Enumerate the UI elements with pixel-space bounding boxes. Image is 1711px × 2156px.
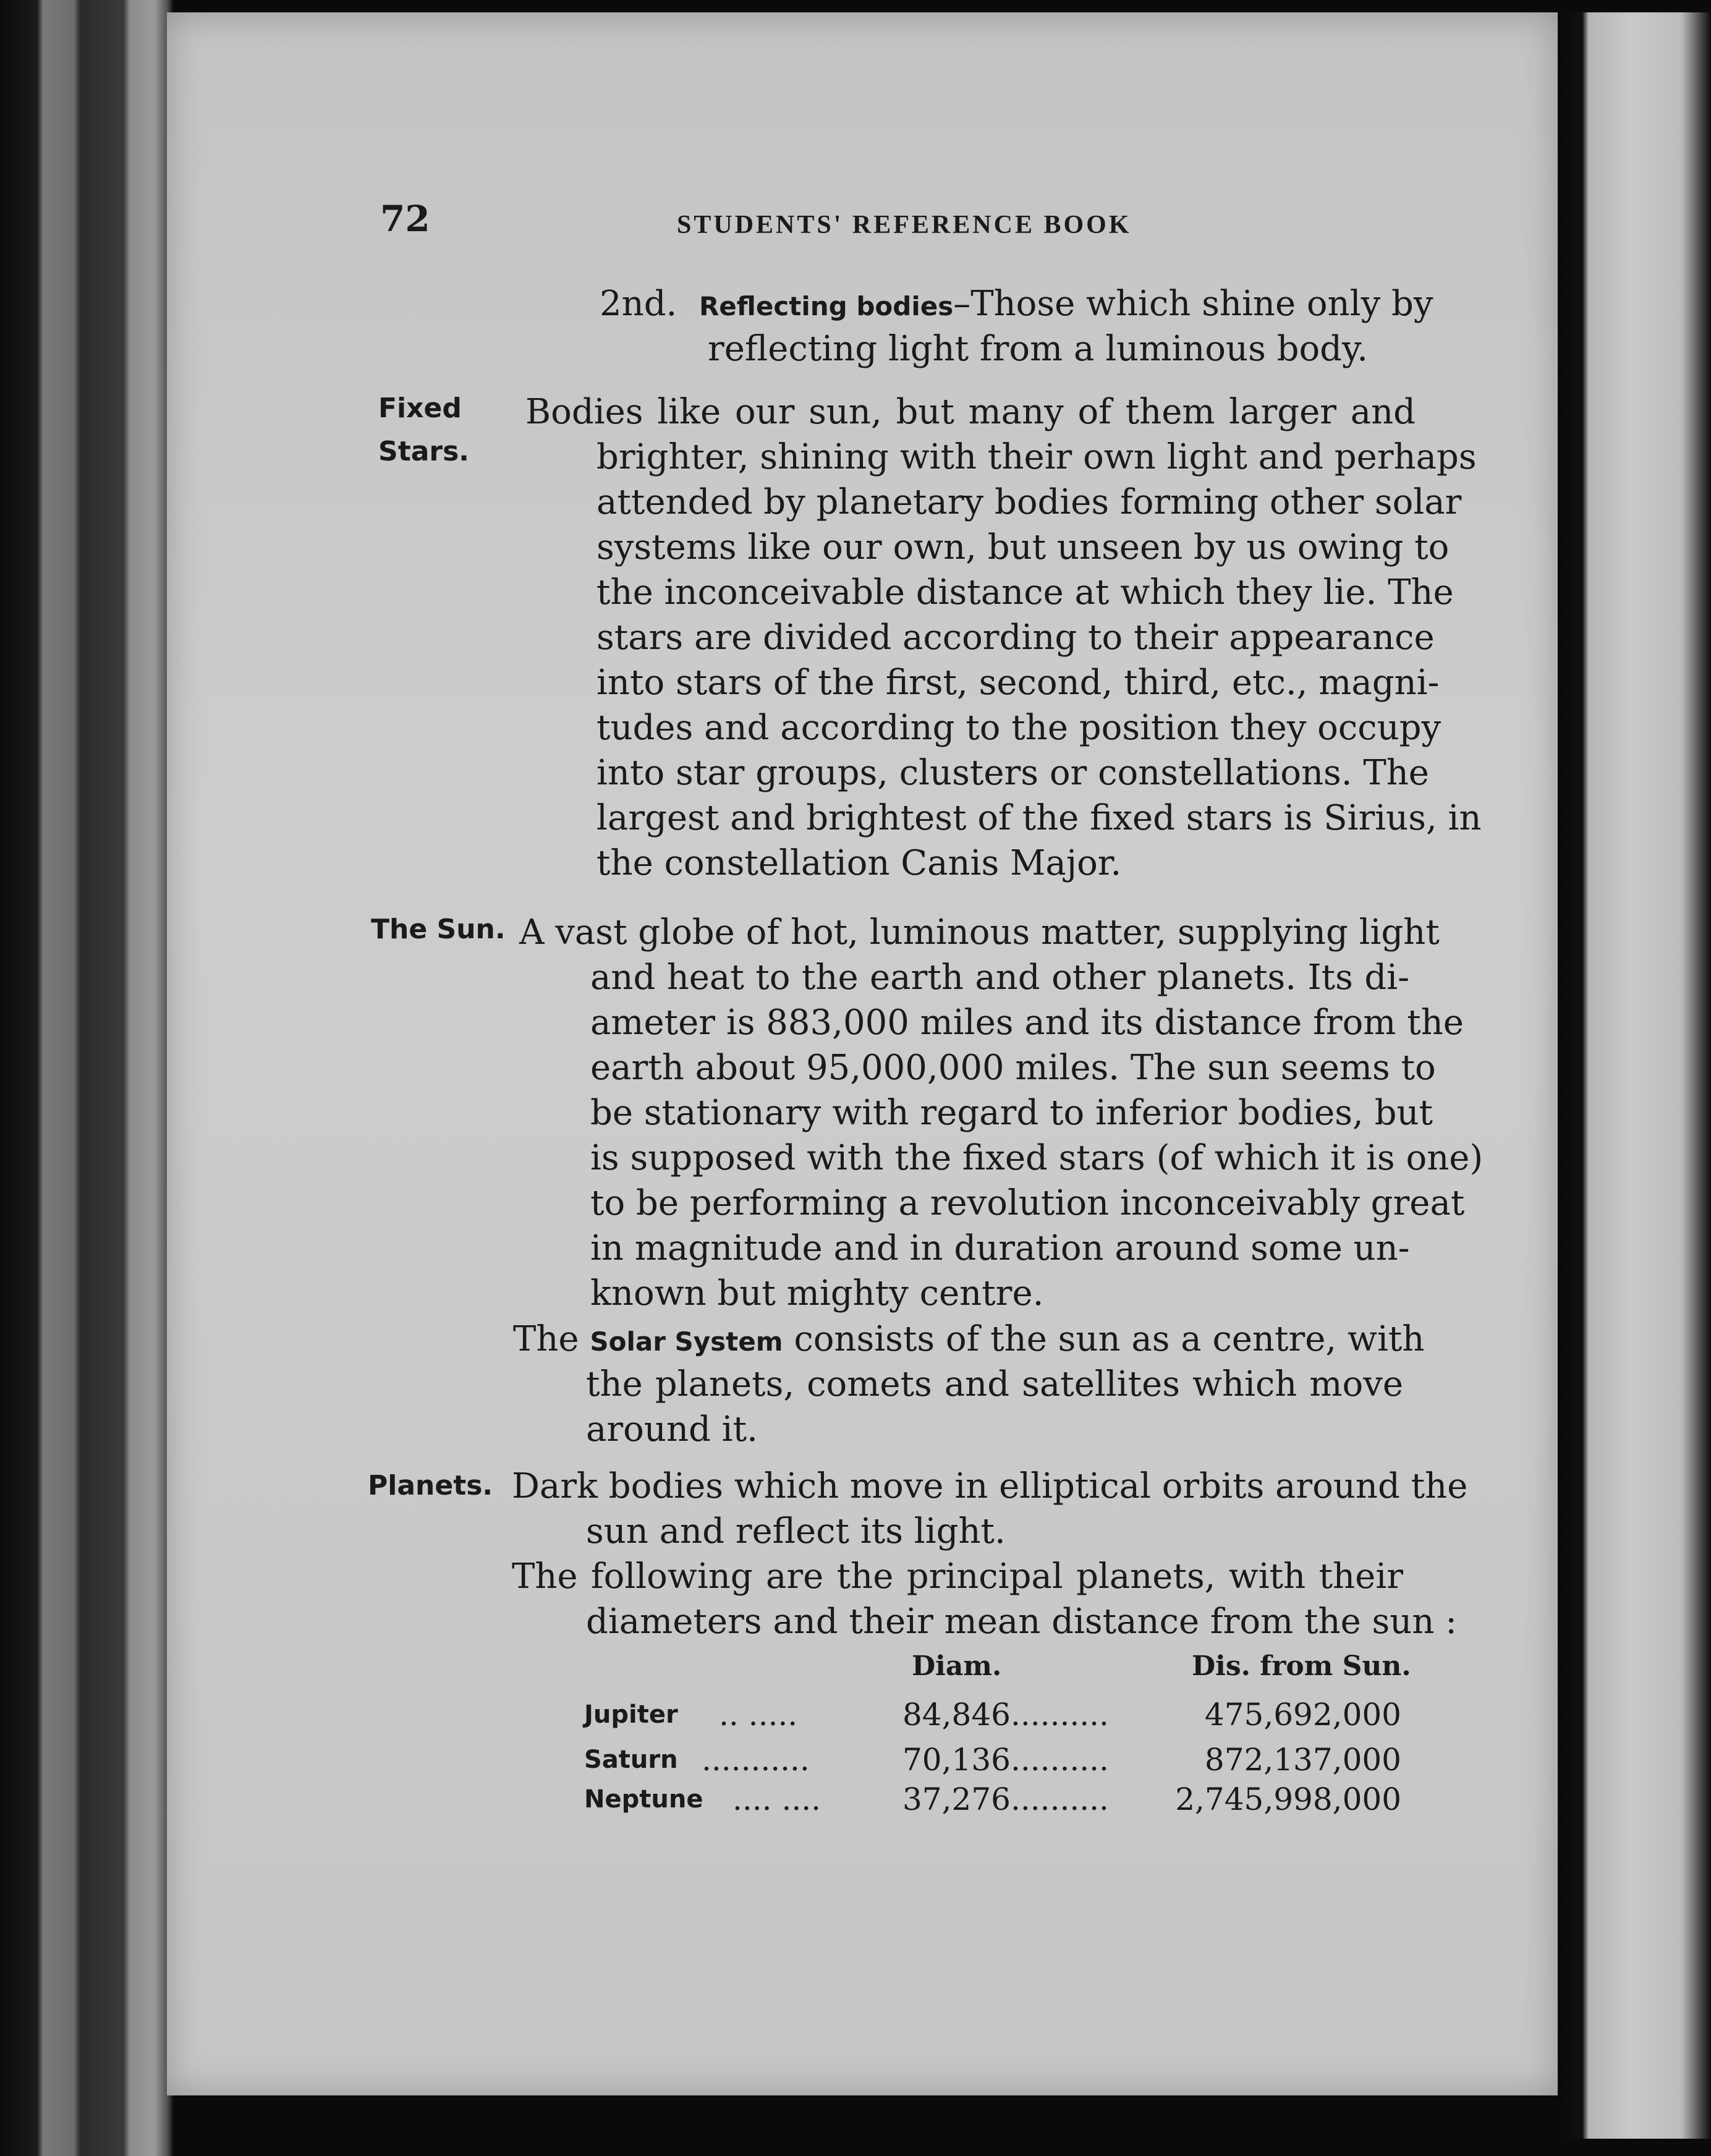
solar-system-prefix: The <box>513 1319 579 1359</box>
planets-intro-line: The following are the principal planets, with their <box>512 1556 1403 1597</box>
planets-line: Dark bodies which move in elliptical orbits around the <box>512 1466 1468 1506</box>
fixed-stars-line: systems like our own, but unseen by us owing to <box>597 527 1450 567</box>
fixed-stars-line: attended by planetary bodies forming other solar <box>597 482 1462 522</box>
leader-dots: .......... <box>1011 1781 1109 1817</box>
reflecting-term: Reflecting bodies <box>698 291 954 321</box>
reflecting-bodies-entry <box>600 281 1433 329</box>
leader-dots: .... .... <box>732 1781 822 1817</box>
planet-diameter: 84,846 <box>902 1697 1011 1733</box>
planet-distance: 872,137,000 <box>1204 1742 1401 1778</box>
the-sun-line: be stationary with regard to inferior bodies, but <box>590 1093 1433 1133</box>
leader-dots: ........... <box>702 1742 810 1778</box>
the-sun-line: and heat to the earth and other planets. Its di- <box>590 957 1409 998</box>
table-row <box>584 1697 1401 1734</box>
fixed-stars-line: the inconceivable distance at which they lie. The <box>597 572 1454 613</box>
leader-dots: .......... <box>1011 1742 1109 1778</box>
planet-name: Saturn <box>584 1746 678 1774</box>
fixed-stars-line: into stars of the first, second, third, etc., magni- <box>597 663 1440 703</box>
book-cover-edge <box>0 0 173 2156</box>
fixed-stars-line: brighter, shining with their own light and perhaps <box>597 437 1477 477</box>
planets-line: sun and reflect its light. <box>586 1511 1006 1551</box>
the-sun-line: to be performing a revolution inconceivably great <box>590 1183 1465 1223</box>
planets-intro-0-block <box>512 1554 1403 1599</box>
reflecting-line1: –Those which shine only by <box>953 284 1433 324</box>
fixed-stars-label-1: Fixed <box>378 393 462 424</box>
solar-system-line: around it. <box>586 1409 758 1449</box>
solar-system-term: Solar System <box>590 1326 783 1357</box>
running-header: STUDENTS' REFERENCE BOOK <box>677 211 1132 239</box>
planet-diameter: 70,136 <box>902 1742 1011 1778</box>
the-sun-line: A vast globe of hot, luminous matter, supplying light <box>519 912 1440 953</box>
solar-system-line: the planets, comets and satellites which move <box>586 1364 1403 1404</box>
the-sun-line: known but mighty centre. <box>590 1273 1044 1314</box>
table-row <box>584 1781 1401 1819</box>
planets-intro-line: diameters and their mean distance from the sun : <box>586 1602 1458 1642</box>
the-sun-line: ameter is 883,000 miles and its distance from the <box>590 1003 1464 1043</box>
planet-name: Neptune <box>584 1785 703 1814</box>
fixed-stars-label-2: Stars. <box>378 436 470 467</box>
the-sun-line: in magnitude and in duration around some un- <box>590 1228 1410 1268</box>
fixed-stars-line: the constellation Canis Major. <box>597 843 1122 883</box>
solar-system-paragraph <box>586 1362 1403 1452</box>
planet-distance: 475,692,000 <box>1204 1697 1401 1733</box>
reflecting-line2-block <box>708 326 1416 371</box>
planets-label: Planets. <box>368 1470 493 1501</box>
the-sun-line: earth about 95,000,000 miles. The sun seems to <box>590 1048 1436 1088</box>
planet-diameter: 37,276 <box>902 1781 1011 1817</box>
table-row <box>584 1742 1401 1779</box>
planets-intro-1-block <box>586 1599 1458 1644</box>
planet-name: Jupiter <box>584 1700 678 1729</box>
planets-line-0-block <box>512 1464 1468 1509</box>
table-header-distance: Dis. from Sun. <box>1192 1650 1411 1682</box>
fixed-stars-line: largest and brightest of the fixed stars is Sirius, in <box>597 798 1482 838</box>
reflecting-line2: reflecting light from a luminous body. <box>708 329 1369 369</box>
fixed-stars-line-0-block <box>525 389 1416 435</box>
table-header-diam: Diam. <box>912 1650 1002 1682</box>
planets-line-1-block <box>586 1509 1403 1554</box>
fixed-stars-line: into star groups, clusters or constellations. The <box>597 753 1429 793</box>
fixed-stars-line: tudes and according to the position they occupy <box>597 708 1441 748</box>
reflecting-prefix: 2nd. <box>600 284 677 324</box>
fixed-stars-paragraph <box>597 435 1482 886</box>
the-sun-label: The Sun. <box>371 914 506 945</box>
planet-distance: 2,745,998,000 <box>1175 1781 1401 1817</box>
leader-dots: .......... <box>1011 1697 1109 1733</box>
the-sun-paragraph <box>590 955 1484 1316</box>
the-sun-line-0-block <box>519 910 1440 955</box>
leader-dots: .. ..... <box>719 1697 798 1733</box>
page-number: 72 <box>380 198 430 240</box>
the-sun-line: is supposed with the fixed stars (of which it is one) <box>590 1138 1484 1178</box>
solar-system-line1: consists of the sun as a centre, with <box>794 1319 1425 1359</box>
facing-page-edge <box>1558 12 1711 2139</box>
solar-system-line-0-block <box>513 1317 1425 1364</box>
fixed-stars-line: Bodies like our sun, but many of them larger and <box>525 392 1416 432</box>
fixed-stars-line: stars are divided according to their appearance <box>597 618 1435 658</box>
